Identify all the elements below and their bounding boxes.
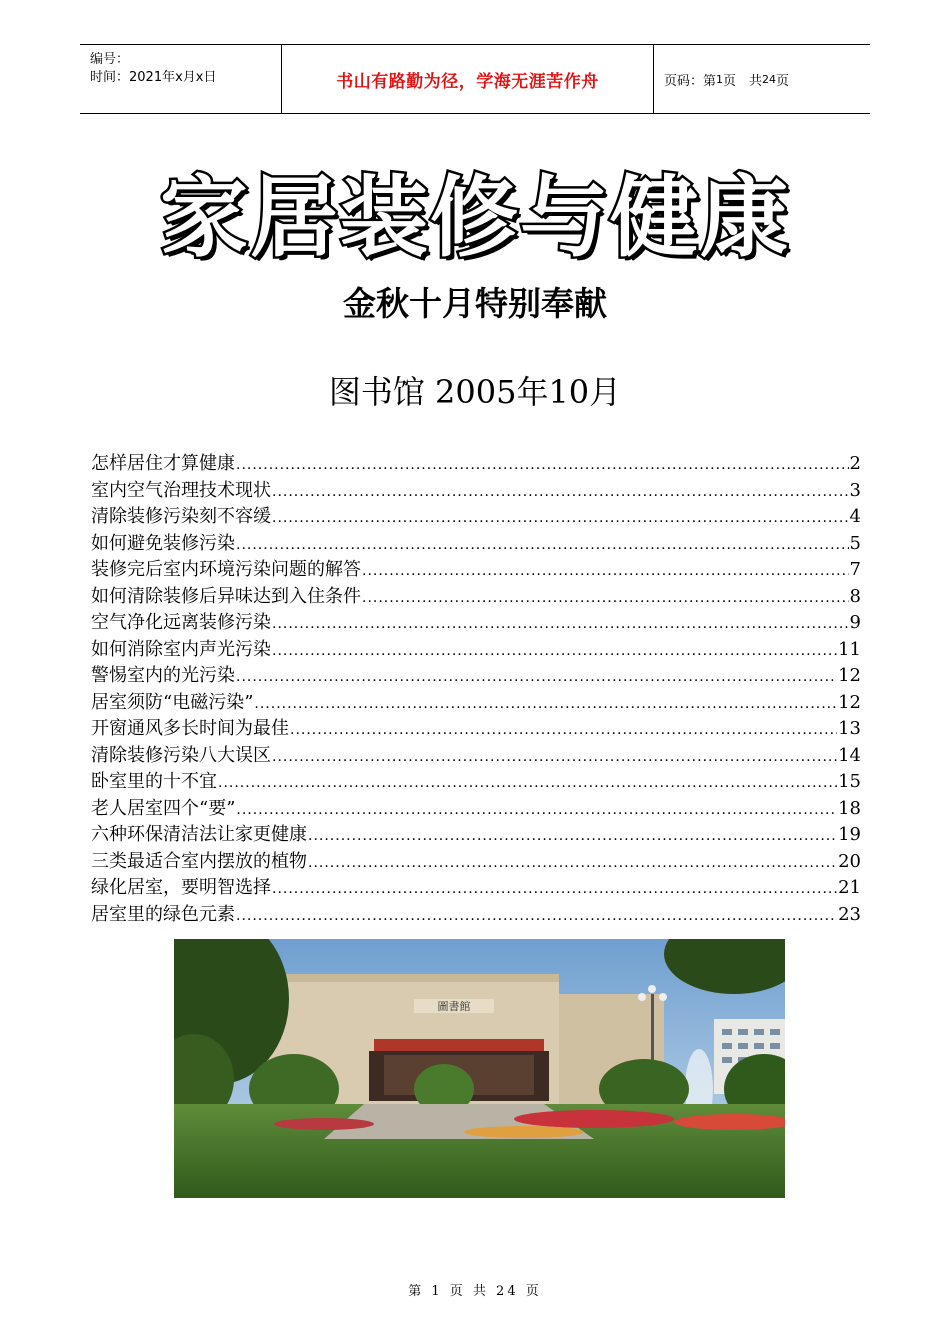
document-title: 家居装修与健康 xyxy=(159,166,790,269)
toc-entry-page: 12 xyxy=(838,665,861,686)
toc-leader-dots xyxy=(236,664,837,691)
toc-entry-title: 怎样居住才算健康 xyxy=(91,453,235,474)
page-end: 页 xyxy=(776,73,790,89)
toc-entry-title: 室内空气治理技术现状 xyxy=(91,479,271,501)
page-footer: 第 1 页 共 24 页 xyxy=(408,1284,542,1299)
toc-leader-dots xyxy=(218,770,837,797)
toc-entry-title: 警惕室内的光污染 xyxy=(91,665,235,686)
toc-entry-page: 2 xyxy=(849,453,861,474)
toc-entry-page: 23 xyxy=(838,903,861,925)
page-current: 1 xyxy=(716,72,724,86)
toc-leader-dots xyxy=(308,823,837,850)
toc-entry[interactable] xyxy=(91,796,861,823)
header-table xyxy=(80,44,870,114)
toc-entry-title: 三类最适合室内摆放的植物 xyxy=(91,850,307,872)
toc-entry-title: 六种环保清洁法让家更健康 xyxy=(91,824,307,845)
toc-entry-title: 清除装修污染八大误区 xyxy=(91,744,271,766)
toc-entry-page: 19 xyxy=(838,824,861,845)
toc-entry-title: 装修完后室内环境污染问题的解答 xyxy=(91,559,361,580)
page-mid: 页 共 xyxy=(723,73,763,89)
toc-entry-page: 21 xyxy=(838,877,861,898)
toc-leader-dots xyxy=(236,532,849,559)
building-sign: 圖書館 xyxy=(437,1000,471,1013)
toc-leader-dots xyxy=(272,876,837,903)
toc-entry-page: 9 xyxy=(849,612,861,633)
toc-entry[interactable] xyxy=(91,716,861,743)
header-info-cell xyxy=(80,45,282,113)
library-date-line: 图书馆 2005年10月 xyxy=(328,373,622,411)
toc-leader-dots xyxy=(272,611,849,638)
toc-leader-dots xyxy=(272,479,849,506)
toc-leader-dots xyxy=(254,691,837,718)
toc-leader-dots xyxy=(272,638,837,665)
document-subtitle: 金秋十月特别奉献 xyxy=(343,284,607,323)
page-total: 24 xyxy=(762,72,777,86)
toc-leader-dots xyxy=(272,505,849,532)
toc-entry[interactable] xyxy=(91,769,861,796)
toc-entry-title: 居室里的绿色元素 xyxy=(91,903,235,925)
toc-entry[interactable] xyxy=(91,557,861,584)
toc-entry-title: 清除装修污染刻不容缓 xyxy=(91,506,271,527)
toc-entry-page: 7 xyxy=(849,559,861,580)
toc-entry-page: 18 xyxy=(838,797,861,819)
toc-leader-dots xyxy=(272,744,837,771)
motto: 书山有路勤为径，学海无涯苦作舟 xyxy=(282,45,654,113)
toc-entry[interactable] xyxy=(91,584,861,611)
toc-entry[interactable] xyxy=(91,610,861,637)
toc-entry[interactable] xyxy=(91,690,861,717)
toc-entry[interactable] xyxy=(91,637,861,664)
toc-entry[interactable] xyxy=(91,743,861,770)
toc-entry-title: 居室须防“电磁污染” xyxy=(91,691,254,713)
library-building-photo xyxy=(174,939,785,1198)
toc-entry-page: 11 xyxy=(838,638,861,660)
toc-entry-title: 如何避免装修污染 xyxy=(91,532,235,554)
toc-entry-title: 如何清除装修后异味达到入住条件 xyxy=(91,585,361,607)
table-of-contents xyxy=(91,451,861,928)
toc-entry-page: 20 xyxy=(838,850,861,872)
toc-entry-page: 13 xyxy=(838,718,861,739)
toc-entry-title: 老人居室四个“要” xyxy=(91,797,236,819)
toc-entry-page: 14 xyxy=(838,744,861,766)
toc-entry[interactable] xyxy=(91,531,861,558)
toc-leader-dots xyxy=(236,903,837,930)
toc-entry-page: 12 xyxy=(838,691,861,713)
toc-entry[interactable] xyxy=(91,822,861,849)
page-info-cell xyxy=(654,45,870,113)
toc-entry[interactable] xyxy=(91,478,861,505)
page-label: 页码：第 xyxy=(664,73,717,89)
toc-entry[interactable] xyxy=(91,504,861,531)
toc-leader-dots xyxy=(236,797,837,824)
toc-entry-page: 15 xyxy=(838,771,861,792)
toc-entry-page: 8 xyxy=(849,585,861,607)
toc-entry-title: 绿化居室，要明智选择 xyxy=(91,877,271,898)
toc-leader-dots xyxy=(308,850,837,877)
toc-entry-title: 如何消除室内声光污染 xyxy=(91,638,271,660)
toc-leader-dots xyxy=(362,558,849,585)
toc-entry[interactable] xyxy=(91,451,861,478)
toc-entry-title: 卧室里的十不宜 xyxy=(91,771,217,792)
number-label: 编号： xyxy=(90,52,130,67)
toc-entry[interactable] xyxy=(91,902,861,929)
toc-leader-dots xyxy=(290,717,837,744)
toc-entry-title: 开窗通风多长时间为最佳 xyxy=(91,718,289,739)
toc-entry-page: 4 xyxy=(849,506,861,527)
toc-entry-page: 3 xyxy=(849,479,861,501)
toc-leader-dots xyxy=(236,452,849,479)
toc-entry-title: 空气净化远离装修污染 xyxy=(91,612,271,633)
toc-entry[interactable] xyxy=(91,663,861,690)
toc-entry[interactable] xyxy=(91,875,861,902)
toc-leader-dots xyxy=(362,585,849,612)
toc-entry-page: 5 xyxy=(849,532,861,554)
toc-entry[interactable] xyxy=(91,849,861,876)
time-label: 时间：2021年x月x日 xyxy=(90,70,217,85)
